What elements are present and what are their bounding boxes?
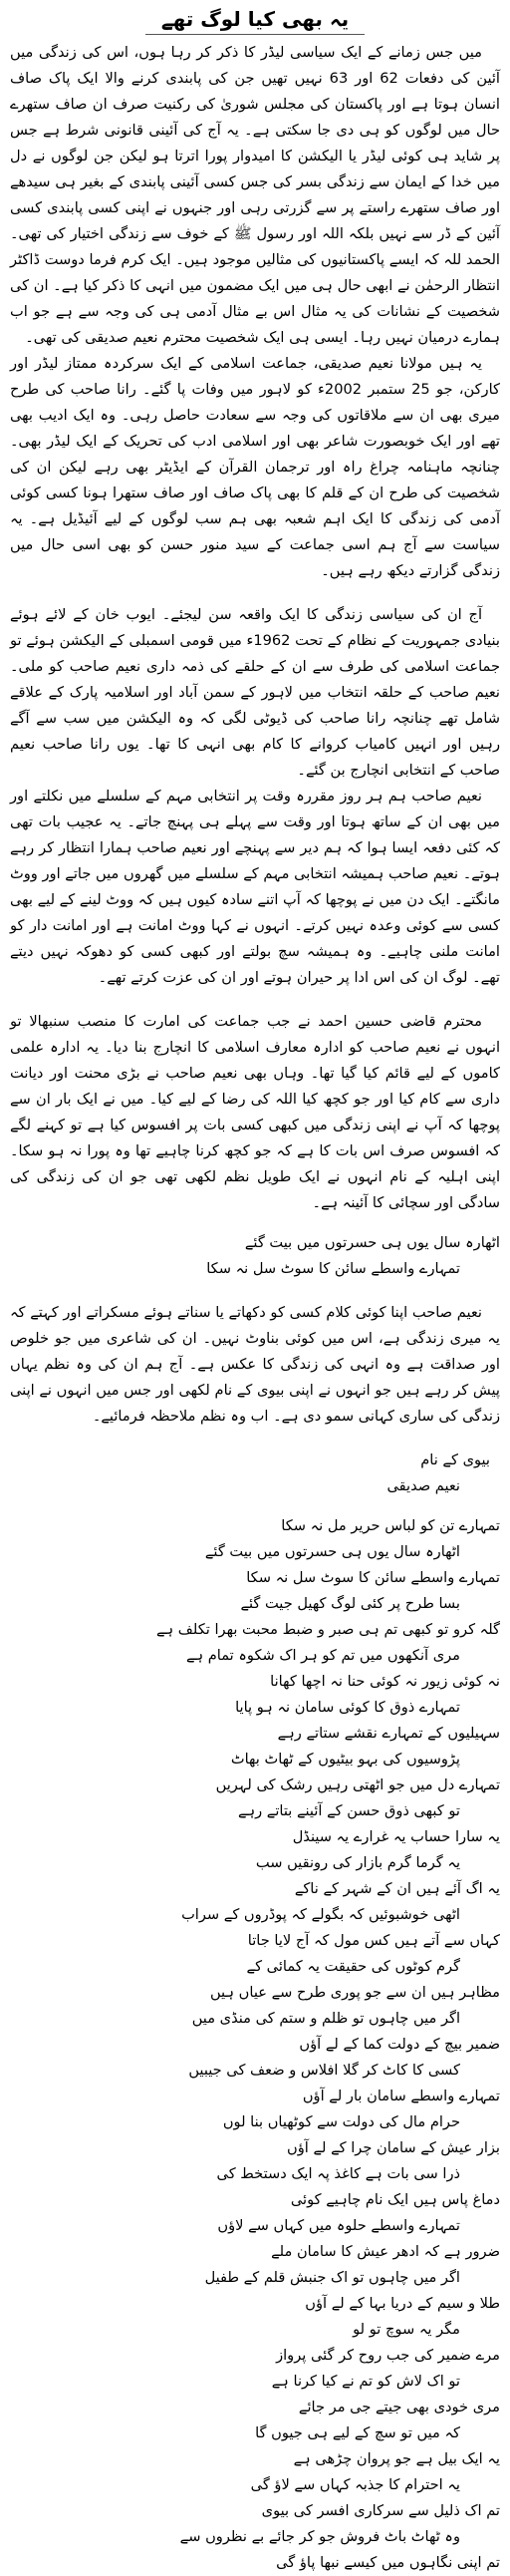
verse-line: تمہارے واسطے سائن کا سوٹ سل نہ سکا: [206, 1260, 460, 1277]
poem-line: یہ اگ آئے ہیں ان کے شہر کے ناکے: [294, 1880, 500, 1897]
poem-line: تمہارے دل میں جو اٹھتی رہیں رشک کی لہریں: [215, 1776, 500, 1793]
poem-line: اٹھارہ سال یوں ہی حسرتوں میں بیت گئے: [204, 1543, 460, 1560]
paragraph: میں جس زمانے کے ایک سیاسی لیڈر کا ذکر کر رہا ہوں، اس کی زندگی میں آئین کی دفعات 62 اور 63 نہیں تھیں جن کی پابندی کرنے والا ایک پاک صاف انسان ہوتا ہے اور پاکستان کی مجلس شوریٰ کی رکنیت صرف ان صاف ستھرے حال میں لوگوں کو ہی دی جا سکتی ہے۔ یہ آج کی آئینی قانونی شرط ہے جس پر شاید ہی کوئی لیڈر یا الیکشن کا امیدوار پورا اترتا ہو لیکن جن لوگوں نے دل میں خدا کے ایمان سے زندگی بسر کی جس کسی آئینی پابندی کے بغیر ہی سیدھے اور صاف ستھرے راستے پر سے گزرتی رہی اور جنہوں نے اپنی کسی پابندی کسی آئین کے ڈر سے نہیں بلکہ اللہ اور رسول ﷺ کے خوف سے زندگی اختیار کی تھی۔ الحمد للہ کہ ایسے پاکستانیوں کی مثالیں موجود ہیں۔ ایک کرم فرما دوست ڈاکٹر انتظار الرحمٰن نے ابھی حال ہی میں ایک مضمون میں انہی کا ذکر کیا ہے۔ ان کی شخصیت کے نشانات کی یہ مثال اس بے مثال آدمی ہی کی وجہ سے ہے جو اب ہمارے درمیان نہیں رہا۔ ایسی ہی ایک شخصیت محترم نعیم صدیقی کی تھی۔: [10, 44, 500, 346]
poem-line: تو اک لاش کو تم نے کیا کرنا ہے: [271, 2373, 460, 2390]
poem-line: ضمیر بیچ کے دولت کما کے لے آؤں: [299, 2036, 500, 2053]
poem-line: کہاں سے آتے ہیں کس مول کہ آج لایا جاتا: [247, 1932, 500, 1949]
poem-line: حرام مال کی دولت سے کوٹھیاں بنا لوں: [222, 2113, 460, 2130]
verse-line: اٹھارہ سال یوں ہی حسرتوں میں بیت گئے: [244, 1234, 500, 1251]
poem-line: اگر میں چاہوں تو ظلم و ستم کی منڈی میں: [191, 2010, 460, 2027]
paragraph: آج ان کی سیاسی زندگی کا ایک واقعہ سن لیجئے۔ ایوب خان کے لائے ہوئے بنیادی جمہوریت کے نظام کے تحت 1962ء میں قومی اسمبلی کے الیکشن ہوئے تو جماعت اسلامی کی طرف سے ان کے حلقے کی ذمہ داری نعیم صاحب کو ملی۔ نعیم صاحب کے حلقہ انتخاب میں لاہور کے سمن آباد اور اسلامیہ پارک کے علاقے شامل تھے چنانچہ رانا صاحب کی ڈیوٹی لگی کہ وہ الیکشن میں سب سے آگے رہیں اور انہیں کامیاب کروانے کا کام بھی انہی کا تھا۔ یوں رانا صاحب نعیم صاحب کے انتخابی انچارج بن گئے۔: [10, 606, 500, 779]
poem-line: تمہارے واسطے سامان بار لے آؤں: [302, 2088, 500, 2104]
paragraph: محترم قاضی حسین احمد نے جب جماعت کی امارت کا منصب سنبھالا تو انہوں نے نعیم صاحب کو ادارہ معارف اسلامی کا انچارج بنا دیا۔ یہ ادارہ علمی کاموں کے لیے قائم کیا گیا تھا۔ وہاں بھی نعیم صاحب نے بڑی محنت اور دیانت داری سے کام کیا اور جو کچھ کیا اللہ کی رضا کے لیے کیا۔ میں نے ایک بار ان سے پوچھا کہ آپ نے اپنی زندگی میں کبھی کسی بات پر افسوس کیا ہے تو کہنے لگے کہ افسوس صرف اس بات کا ہے کہ جو کچھ کرنا چاہیے تھا وہ پورا نہ ہو سکا۔ اپنی اہلیہ کے نام انہوں نے ایک طویل نظم لکھی تھی جو ان کی زندگی کی سادگی اور سچائی کا آئینہ ہے۔: [10, 1013, 500, 1211]
poem-line: تمہارے ذوق کا کوئی سامان نہ ہو پایا: [235, 1699, 460, 1716]
poem-line: پڑوسیوں کی بہو بیٹیوں کے ٹھاٹ بھاٹ: [230, 1751, 460, 1768]
poem-line: مری خودی بھی جیتے جی مر جائے: [298, 2399, 500, 2415]
poem-line: ذرا سی بات ہے کاغذ پہ ایک دستخط کی: [216, 2165, 460, 2182]
poem-line: وہ ٹھاٹ باٹ فروش جو کر جائے بے نظروں سے: [179, 2528, 460, 2545]
poem-line: مظاہر ہیں ان سے جو پوری طرح سے عیاں ہیں: [209, 1984, 500, 2001]
poem-line: ضرور ہے کہ ادھر عیش کا سامان ملے: [271, 2243, 500, 2260]
title-underline: [145, 34, 365, 35]
poem-line: بزار عیش کے سامان چرا کے لے آؤں: [286, 2139, 500, 2156]
poem-line: کسی کا کاٹ کر گلا افلاس و ضعف کی جیبیں: [188, 2062, 460, 2079]
poem-line: کہ میں تو سچ کے لیے ہی جیوں گا: [255, 2424, 460, 2441]
poem-line: تو کبھی ذوق حسن کے آئینے بتاتے رہے: [238, 1802, 460, 1819]
poem-line: مری آنکھوں میں تم کو ہر اک شکوہ تمام ہے: [186, 1647, 460, 1664]
poem-line: یہ سارا حساب یہ غرارے یہ سینڈل: [292, 1828, 500, 1845]
poem-line: تمہارے تن کو لباس حریر مل نہ سکا: [281, 1517, 500, 1534]
poem-line: اگر میں چاہوں تو اک جنبش قلم کے طفیل: [204, 2269, 460, 2286]
poem-line: مرے ضمیر کی جب روح کر گئی پرواز: [276, 2347, 500, 2364]
poem-author: نعیم صدیقی: [386, 1477, 460, 1494]
poem-line: تم اپنی نگاہوں میں کیسے نبھا پاؤ گی: [276, 2554, 500, 2571]
paragraph: یہ ہیں مولانا نعیم صدیقی، جماعت اسلامی کے ایک سرکردہ ممتاز لیڈر اور کارکن، جو 25 ستمبر 2002ء کو لاہور میں وفات پا گئے۔ رانا صاحب کی طرح میری بھی ان سے ملاقاتوں کی وجہ سے سعادت حاصل رہی۔ وہ ایک ادیب بھی تھے اور ایک خوبصورت شاعر بھی اور اسلامی ادب کی تحریک کے ایک لیڈر بھی۔ چنانچہ ماہنامہ چراغ راہ اور ترجمان القرآن کے ایڈیٹر بھی رہے لیکن ان کی شخصیت کی طرح ان کے قلم کا بھی پاک صاف اور صاف ستھرا ہونا کسی کوئی آدمی کی زندگی کا ایک اہم شعبہ بھی ہم سب لوگوں کے لیے آئیڈیل ہے۔ یہ سیاست سے آج ہم اسی جماعت کے سید منور حسن کو بھی اسی حال میں زندگی گزارتے دیکھ رہے ہیں۔: [10, 355, 500, 579]
poem-line: تمہارے واسطے سائن کا سوٹ سل نہ سکا: [246, 1569, 500, 1586]
poem-line: بسا طرح پر کئی لوگ کھیل جیت گئے: [240, 1595, 460, 1612]
poem-line: یہ گرما گرم بازار کی رونقیں سب: [255, 1854, 460, 1871]
article-title: [10, 4, 500, 36]
paragraph: نعیم صاحب ہم ہر روز مقررہ وقت پر انتخابی مہم کے سلسلے میں نکلتے اور میں بھی ان کے ساتھ ہوتا اور وقت سے پہلے ہی پہنچ جاتے۔ یہ عجیب بات تھی کہ کئی دفعہ ایسا ہوا کہ ہم دیر سے پہنچے اور نعیم صاحب ہمارا انتظار کر رہے ہوتے۔ نعیم صاحب ہمیشہ انتخابی مہم کے سلسلے میں گھروں میں جاتے اور ووٹ مانگتے۔ ایک دن میں نے پوچھا کہ آپ اتنے سادہ کیوں ہیں کہ ووٹ لینے کے لیے بھی کسی سے کوئی وعدہ نہیں کرتے۔ انہوں نے کہا ووٹ امانت ہے اور امانت دار کو امانت ملنی چاہیے۔ وہ ہمیشہ سچ بولتے اور کبھی کسی کو دھوکہ نہیں دیتے تھے۔ لوگ ان کی اس ادا پر حیران ہوتے اور ان کی عزت کرتے تھے۔: [10, 788, 500, 986]
poem-line: اٹھی خوشبوئیں کہ بگولے کہ پوڈروں کے سراب: [181, 1906, 460, 1923]
poem-line: طلا و سیم کے دریا بہا کے لے آؤں: [305, 2295, 500, 2312]
poem-heading: بیوی کے نام: [420, 1451, 490, 1468]
paragraph: نعیم صاحب اپنا کوئی کلام کسی کو دکھاتے یا سناتے ہوئے مسکراتے اور کہتے کہ یہ میری زندگی ہے، اس میں کوئی بناوٹ نہیں۔ ان کی شاعری میں جو خلوص اور صداقت ہے وہ انہی کی زندگی کا عکس ہے۔ آج ہم ان کی وہ نظم یہاں پیش کر رہے ہیں جو انہوں نے اپنی بیوی کے نام لکھی اور جس میں انہوں نے اپنی زندگی کی ساری کہانی سمو دی ہے۔ اب وہ نظم ملاحظہ فرمائیے۔: [10, 1304, 500, 1425]
poem-line: دماغ پاس ہیں ایک نام چاہیے کوئی: [290, 2191, 500, 2208]
article-title-text: یہ بھی کیا لوگ تھے: [160, 7, 350, 31]
poem-line: سہیلیوں کے تمہارے نقشے ستاتے رہے: [277, 1725, 500, 1742]
poem-line: گرم کوٹوں کی حقیقت یہ کمائی کے: [246, 1958, 460, 1975]
poem-line: مگر یہ سوچ تو لو: [353, 2321, 460, 2338]
article-body: [10, 40, 500, 2576]
poem-line: یہ ایک بیل ہے جو پروان چڑھی ہے: [293, 2450, 500, 2467]
poem-line: یہ احترام کا جذبہ کہاں سے لاؤ گی: [250, 2476, 460, 2493]
poem-line: گلہ کرو تو کبھی تم ہی صبر و ضبط محبت بھرا تکلف ہے: [156, 1621, 500, 1638]
poem-line: تمہارے واسطے حلوہ میں کہاں سے لاؤں: [217, 2217, 460, 2234]
poem-line: نہ کوئی زیور نہ کوئی حنا نہ اچھا کھانا: [270, 1673, 500, 1690]
epigraph: [10, 1230, 500, 1282]
poem-lines: [10, 1513, 500, 2576]
poem-line: تم اک ذلیل سے سرکاری افسر کی بیوی: [261, 2502, 500, 2519]
